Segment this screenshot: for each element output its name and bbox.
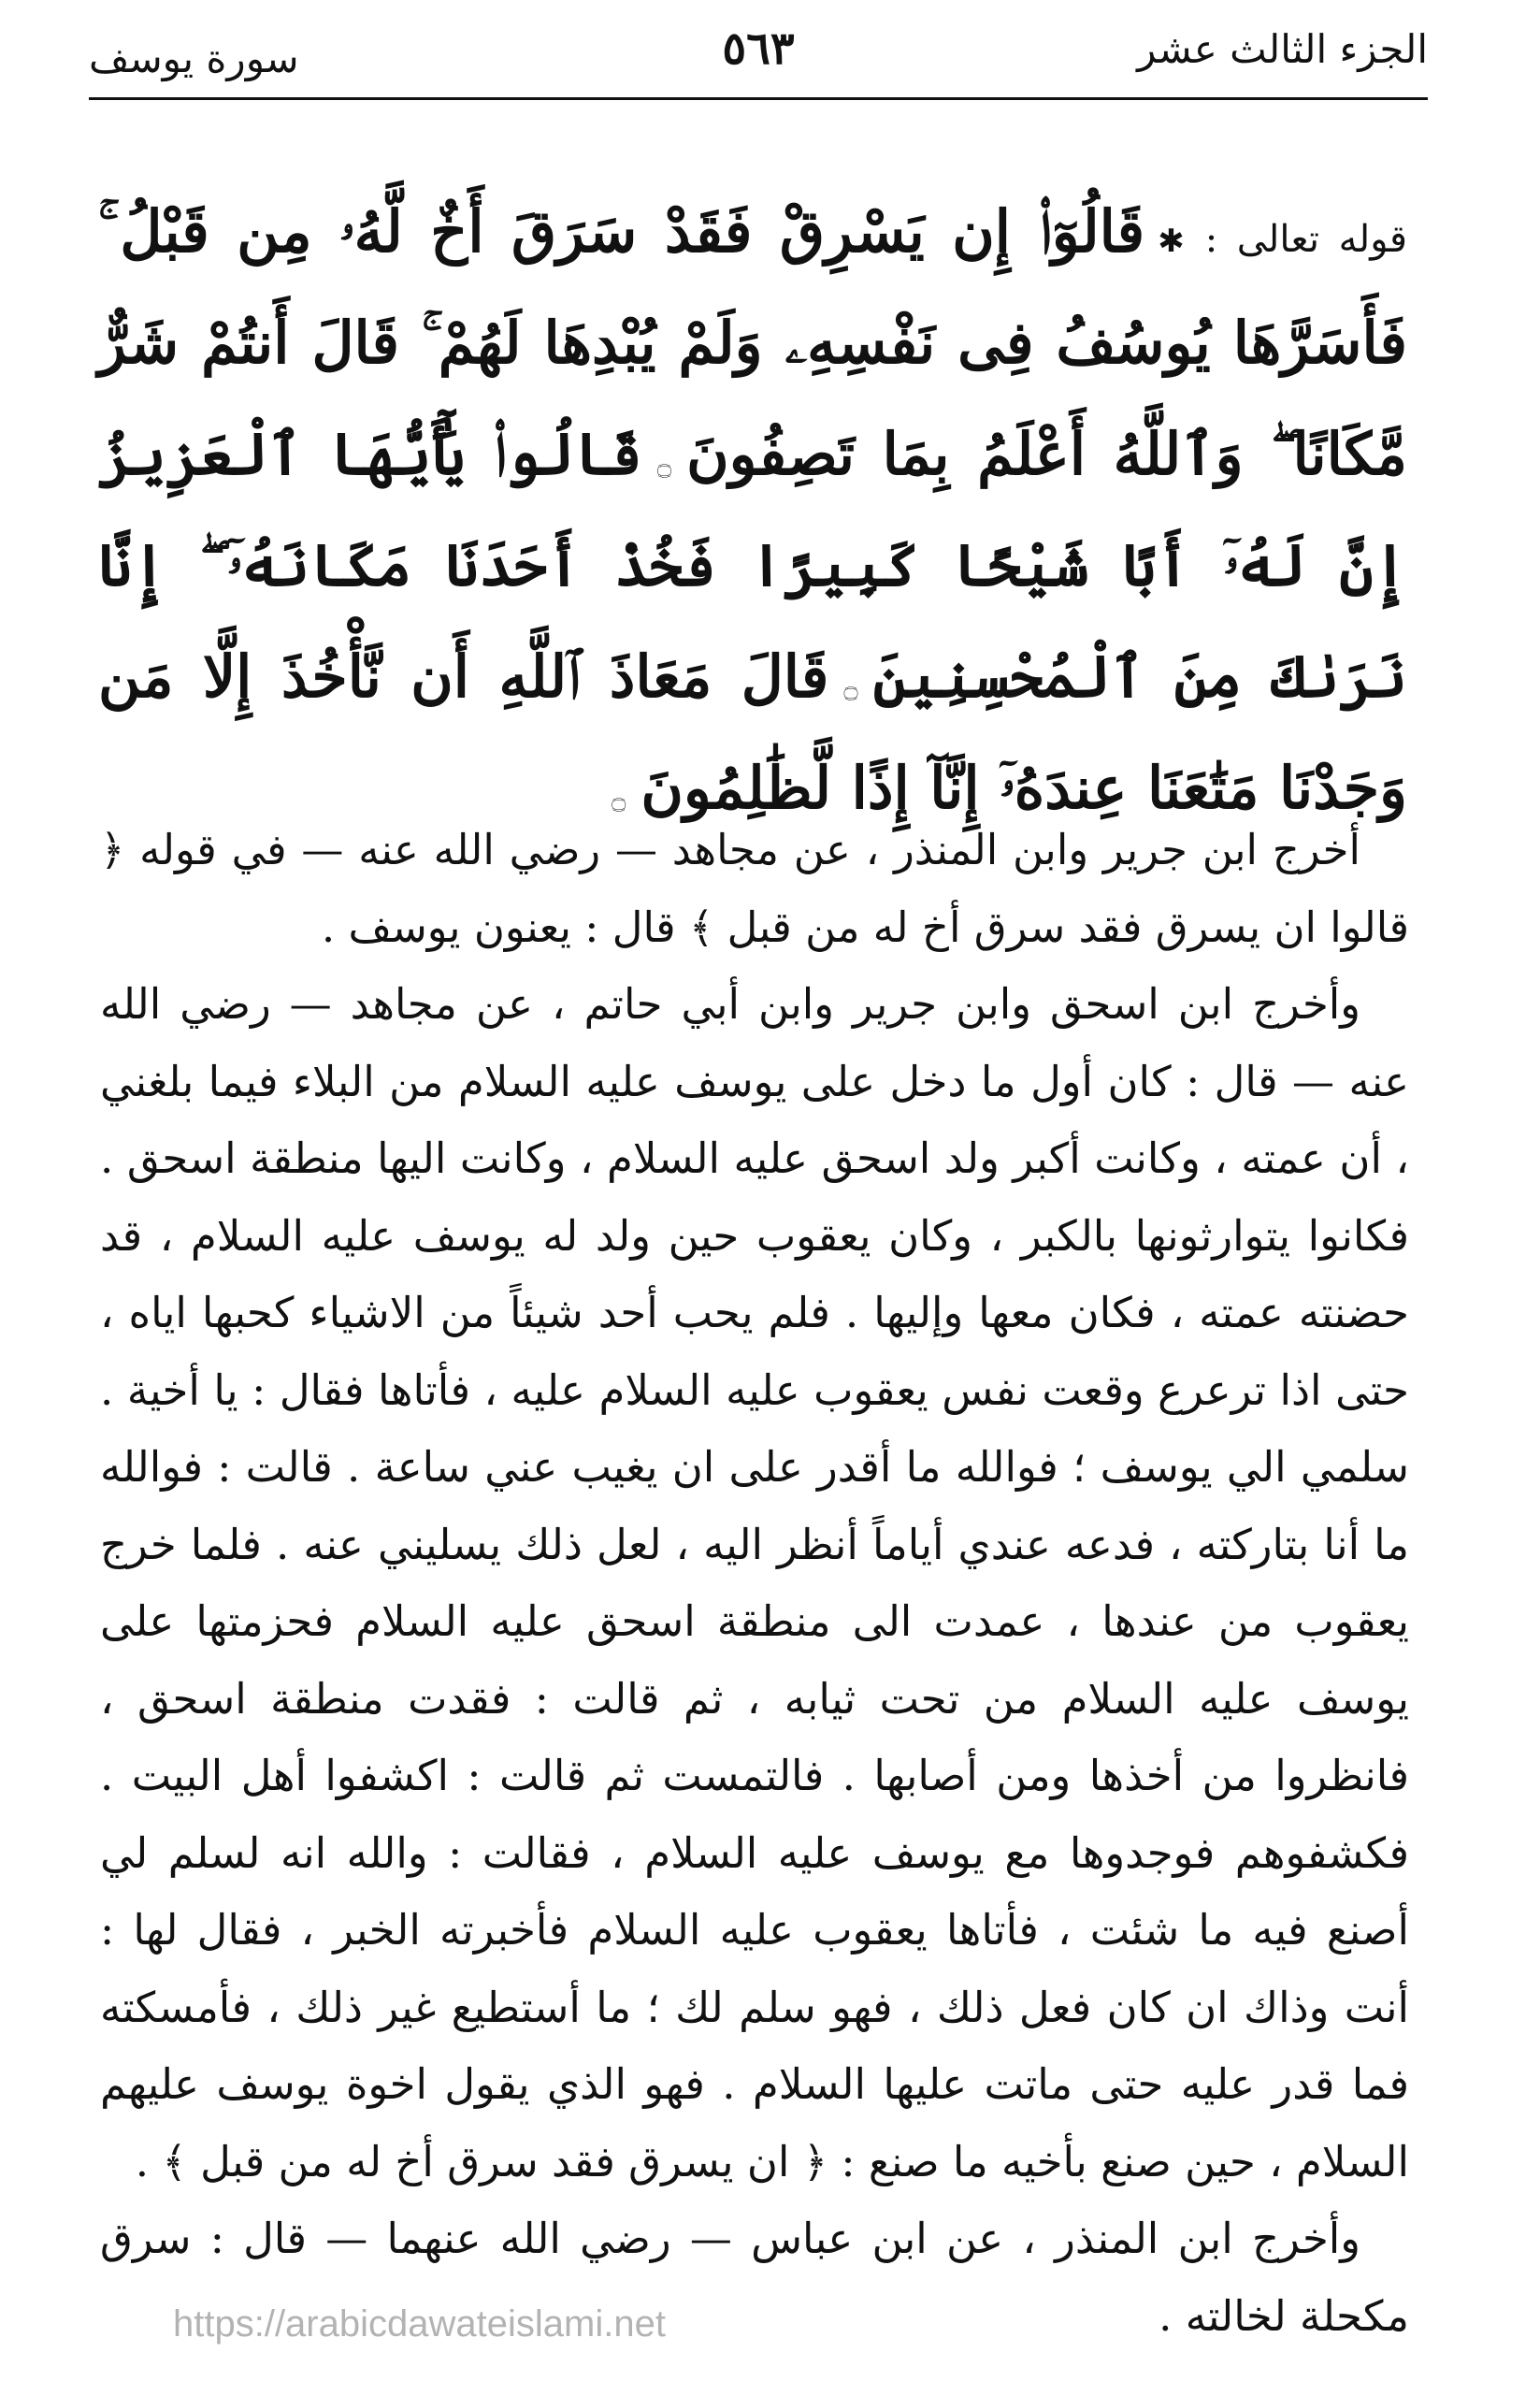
paragraph-3: وأخرج ابن المنذر ، عن ابن عباس — رضي الله عنهما — قال : سرق مكحلة لخالته .: [100, 2214, 1409, 2341]
page-number: ٥٦٣: [722, 22, 795, 75]
page-header: [89, 17, 1428, 82]
quran-verse-3: قَالَ مَعَاذَ ٱللَّهِ أَن نَّأْخُذَ إِلَّا مَن وَجَدْنَا مَتَٰعَنَا عِندَهُۥٓ إِنَّآ إِذًا لَّظَٰلِمُونَ: [98, 642, 1407, 822]
watermark-url: https://arabicdawateislami.net: [173, 2303, 666, 2345]
quran-block: [98, 176, 1407, 844]
surah-label: سورة يوسف: [89, 36, 299, 81]
verse-intro: قوله تعالى :: [1204, 218, 1408, 261]
header-rule: [89, 97, 1428, 100]
verse-end-icon: ۝: [843, 675, 858, 703]
verse-end-icon: ۝: [656, 453, 672, 481]
quran-verse-1: قَالُوٓا۟ إِن يَسْرِقْ فَقَدْ سَرَقَ أَخٌ لَّهُۥ مِن قَبْلُ ۚ فَأَسَرَّهَا يُوسُفُ فِى نَفْسِهِۦ وَلَمْ يُبْدِهَا لَهُمْ ۚ قَالَ أَنتُمْ شَرٌّ مَّكَانًا ۖ وَٱللَّهُ أَعْلَمُ بِمَا تَصِفُونَ: [98, 197, 1407, 488]
verse-end-icon: ۝: [612, 786, 626, 815]
paragraph-1: أخرج ابن جرير وابن المنذر ، عن مجاهد — رضي الله عنه — في قوله ﴿ قالوا ان يسرق فقد سرق أخ له من قبل ﴾ قال : يعنون يوسف .: [100, 825, 1409, 952]
paragraph-2: وأخرج ابن اسحق وابن جرير وابن أبي حاتم ، عن مجاهد — رضي الله عنه — قال : كان أول ما دخل على يوسف عليه السلام من البلاء فيما بلغني ، أن عمته ، وكانت أكبر ولد اسحق عليه السلام ، وكانت اليها منطقة اسحق . فكانوا يتوارثونها بالكبر ، وكان يعقوب حين ولد له يوسف عليه السلام ، قد حضنته عمته ، فكان معها وإليها . فلم يحب أحد شيئاً من الاشياء كحبها اياه ، حتى اذا ترعرع وقعت نفس يعقوب عليه السلام عليه ، فأتاها فقال : يا أخية . سلمي الي يوسف ؛ فوالله ما أقدر على ان يغيب عني ساعة . قالت : فوالله ما أنا بتاركته ، فدعه عندي أياماً أنظر اليه ، لعل ذلك يسليني عنه . فلما خرج يعقوب من عندها ، عمدت الى منطقة اسحق عليه السلام فحزمتها على يوسف عليه السلام من تحت ثيابه ، ثم قالت : فقدت منطقة اسحق ، فانظروا من أخذها ومن أصابها . فالتمست ثم قالت : اكشفوا أهل البيت . فكشفوهم فوجدوها مع يوسف عليه السلام ، فقالت : والله انه لسلم لي أصنع فيه ما شئت ، فأتاها يعقوب عليه السلام فأخبرته الخبر ، فقال لها : أنت وذاك ان كان فعل ذلك ، فهو سلم لك ؛ ما أستطيع غير ذلك ، فأمسكته فما قدر عليه حتى ماتت عليها السلام . فهو الذي يقول اخوة يوسف عليهم السلام ، حين صنع بأخيه ما صنع : ﴿ ان يسرق فقد سرق أخ له من قبل ﴾ .: [100, 979, 1409, 2186]
star-marker: ✱: [1158, 223, 1185, 260]
commentary: [100, 812, 1409, 2355]
part-label: الجزء الثالث عشر: [1137, 26, 1428, 72]
quran-verse-2: قَالُوا۟ يَٰٓأَيُّهَا ٱلْعَزِيزُ إِنَّ لَهُۥٓ أَبًا شَيْخًا كَبِيرًا فَخُذْ أَحَدَنَا مَكَانَهُۥٓ ۖ إِنَّا نَرَىٰكَ مِنَ ٱلْمُحْسِنِينَ: [98, 420, 1407, 711]
